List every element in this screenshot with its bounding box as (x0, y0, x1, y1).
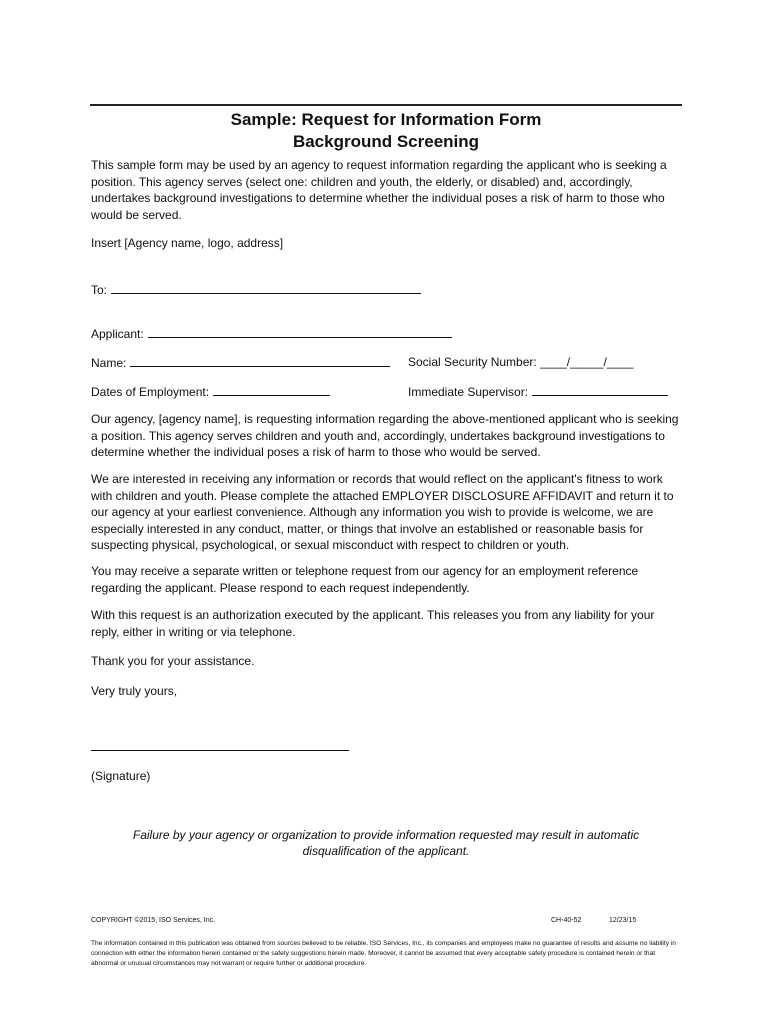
header-rule (90, 104, 682, 106)
name-label: Name: (91, 356, 127, 370)
to-field (91, 281, 421, 298)
disclaimer-text: The information contained in this publication was obtained from sources believed to be reliable. ISO Services, Inc., its companies and employees make no guarantee of results and assume no liability in connection with either the information herein contained or the safety suggestions herein made. Moreover, it cannot be assumed that every acceptable safety procedure is contained herein or that abnormal or unusual circumstances may not warrant or require further or additional procedure. (91, 940, 676, 967)
applicant-blank[interactable] (148, 325, 452, 338)
dates-of-employment-field (91, 383, 330, 400)
copyright-text: COPYRIGHT ©2015, ISO Services, Inc. (91, 917, 216, 924)
intro-paragraph: This sample form may be used by an agency to request information regarding the applicant who is seeking a position. This agency serves (select one: children and youth, the elderly, or disabled) and, accordingly, undertakes background investigations to determine whether the individual poses a risk of harm to those who would be served. (91, 158, 667, 222)
document-title: Sample: Request for Information Form (230, 110, 542, 129)
body-paragraph-2: We are interested in receiving any information or records that would reflect on the applicant's fitness to work with children and youth. Please complete the attached EMPLOYER DISCLOSURE AFFIDAVIT and return it to our agency at your earliest convenience. Although any information you wish to provide is welcome, we are especially interested in any conduct, matter, or things that involve an established or reasonable basis for suspecting physical, psychological, or sexual misconduct with respect to children or youth. (91, 472, 674, 552)
form-code: CH-40-52 (551, 917, 582, 924)
signature-line[interactable] (91, 750, 349, 751)
body-paragraph-3: You may receive a separate written or telephone request from our agency for an employment reference regarding the applicant. Please respond to each request independently. (91, 564, 639, 595)
closing-salutation: Very truly yours, (91, 684, 178, 698)
dates-of-employment-label: Dates of Employment: (91, 385, 210, 399)
applicant-label: Applicant: (91, 327, 144, 341)
document-subtitle: Background Screening (292, 132, 480, 151)
signature-label: (Signature) (91, 769, 151, 783)
form-date: 12/23/15 (609, 917, 637, 924)
thank-you-text: Thank you for your assistance. (91, 654, 255, 668)
dates-of-employment-blank[interactable] (213, 383, 330, 396)
disqualification-note-line-1: Failure by your agency or organization to provide information requested may result in automatic (132, 828, 640, 842)
to-label: To: (91, 283, 108, 297)
name-blank[interactable] (130, 354, 390, 367)
name-field (91, 354, 390, 371)
supervisor-label: Immediate Supervisor: (408, 385, 529, 399)
disqualification-note-line-2: disqualification of the applicant. (302, 844, 470, 858)
body-paragraph-4: With this request is an authorization executed by the applicant. This releases you from any liability for your reply, either in writing or via telephone. (91, 608, 655, 639)
to-blank[interactable] (111, 281, 421, 294)
supervisor-blank[interactable] (532, 383, 668, 396)
supervisor-field (408, 383, 668, 400)
ssn-value[interactable]: ____/_____/____ (540, 355, 634, 369)
body-paragraph-1: Our agency, [agency name], is requesting information regarding the above-mentioned applicant who is seeking a position. This agency serves children and youth and, accordingly, undertakes background investigations to determine whether the individual poses a risk of harm to those who would be served. (91, 412, 679, 459)
ssn-field (408, 354, 634, 370)
ssn-label: Social Security Number: (408, 355, 537, 369)
insert-agency-text: Insert [Agency name, logo, address] (91, 236, 284, 250)
applicant-field (91, 325, 452, 342)
